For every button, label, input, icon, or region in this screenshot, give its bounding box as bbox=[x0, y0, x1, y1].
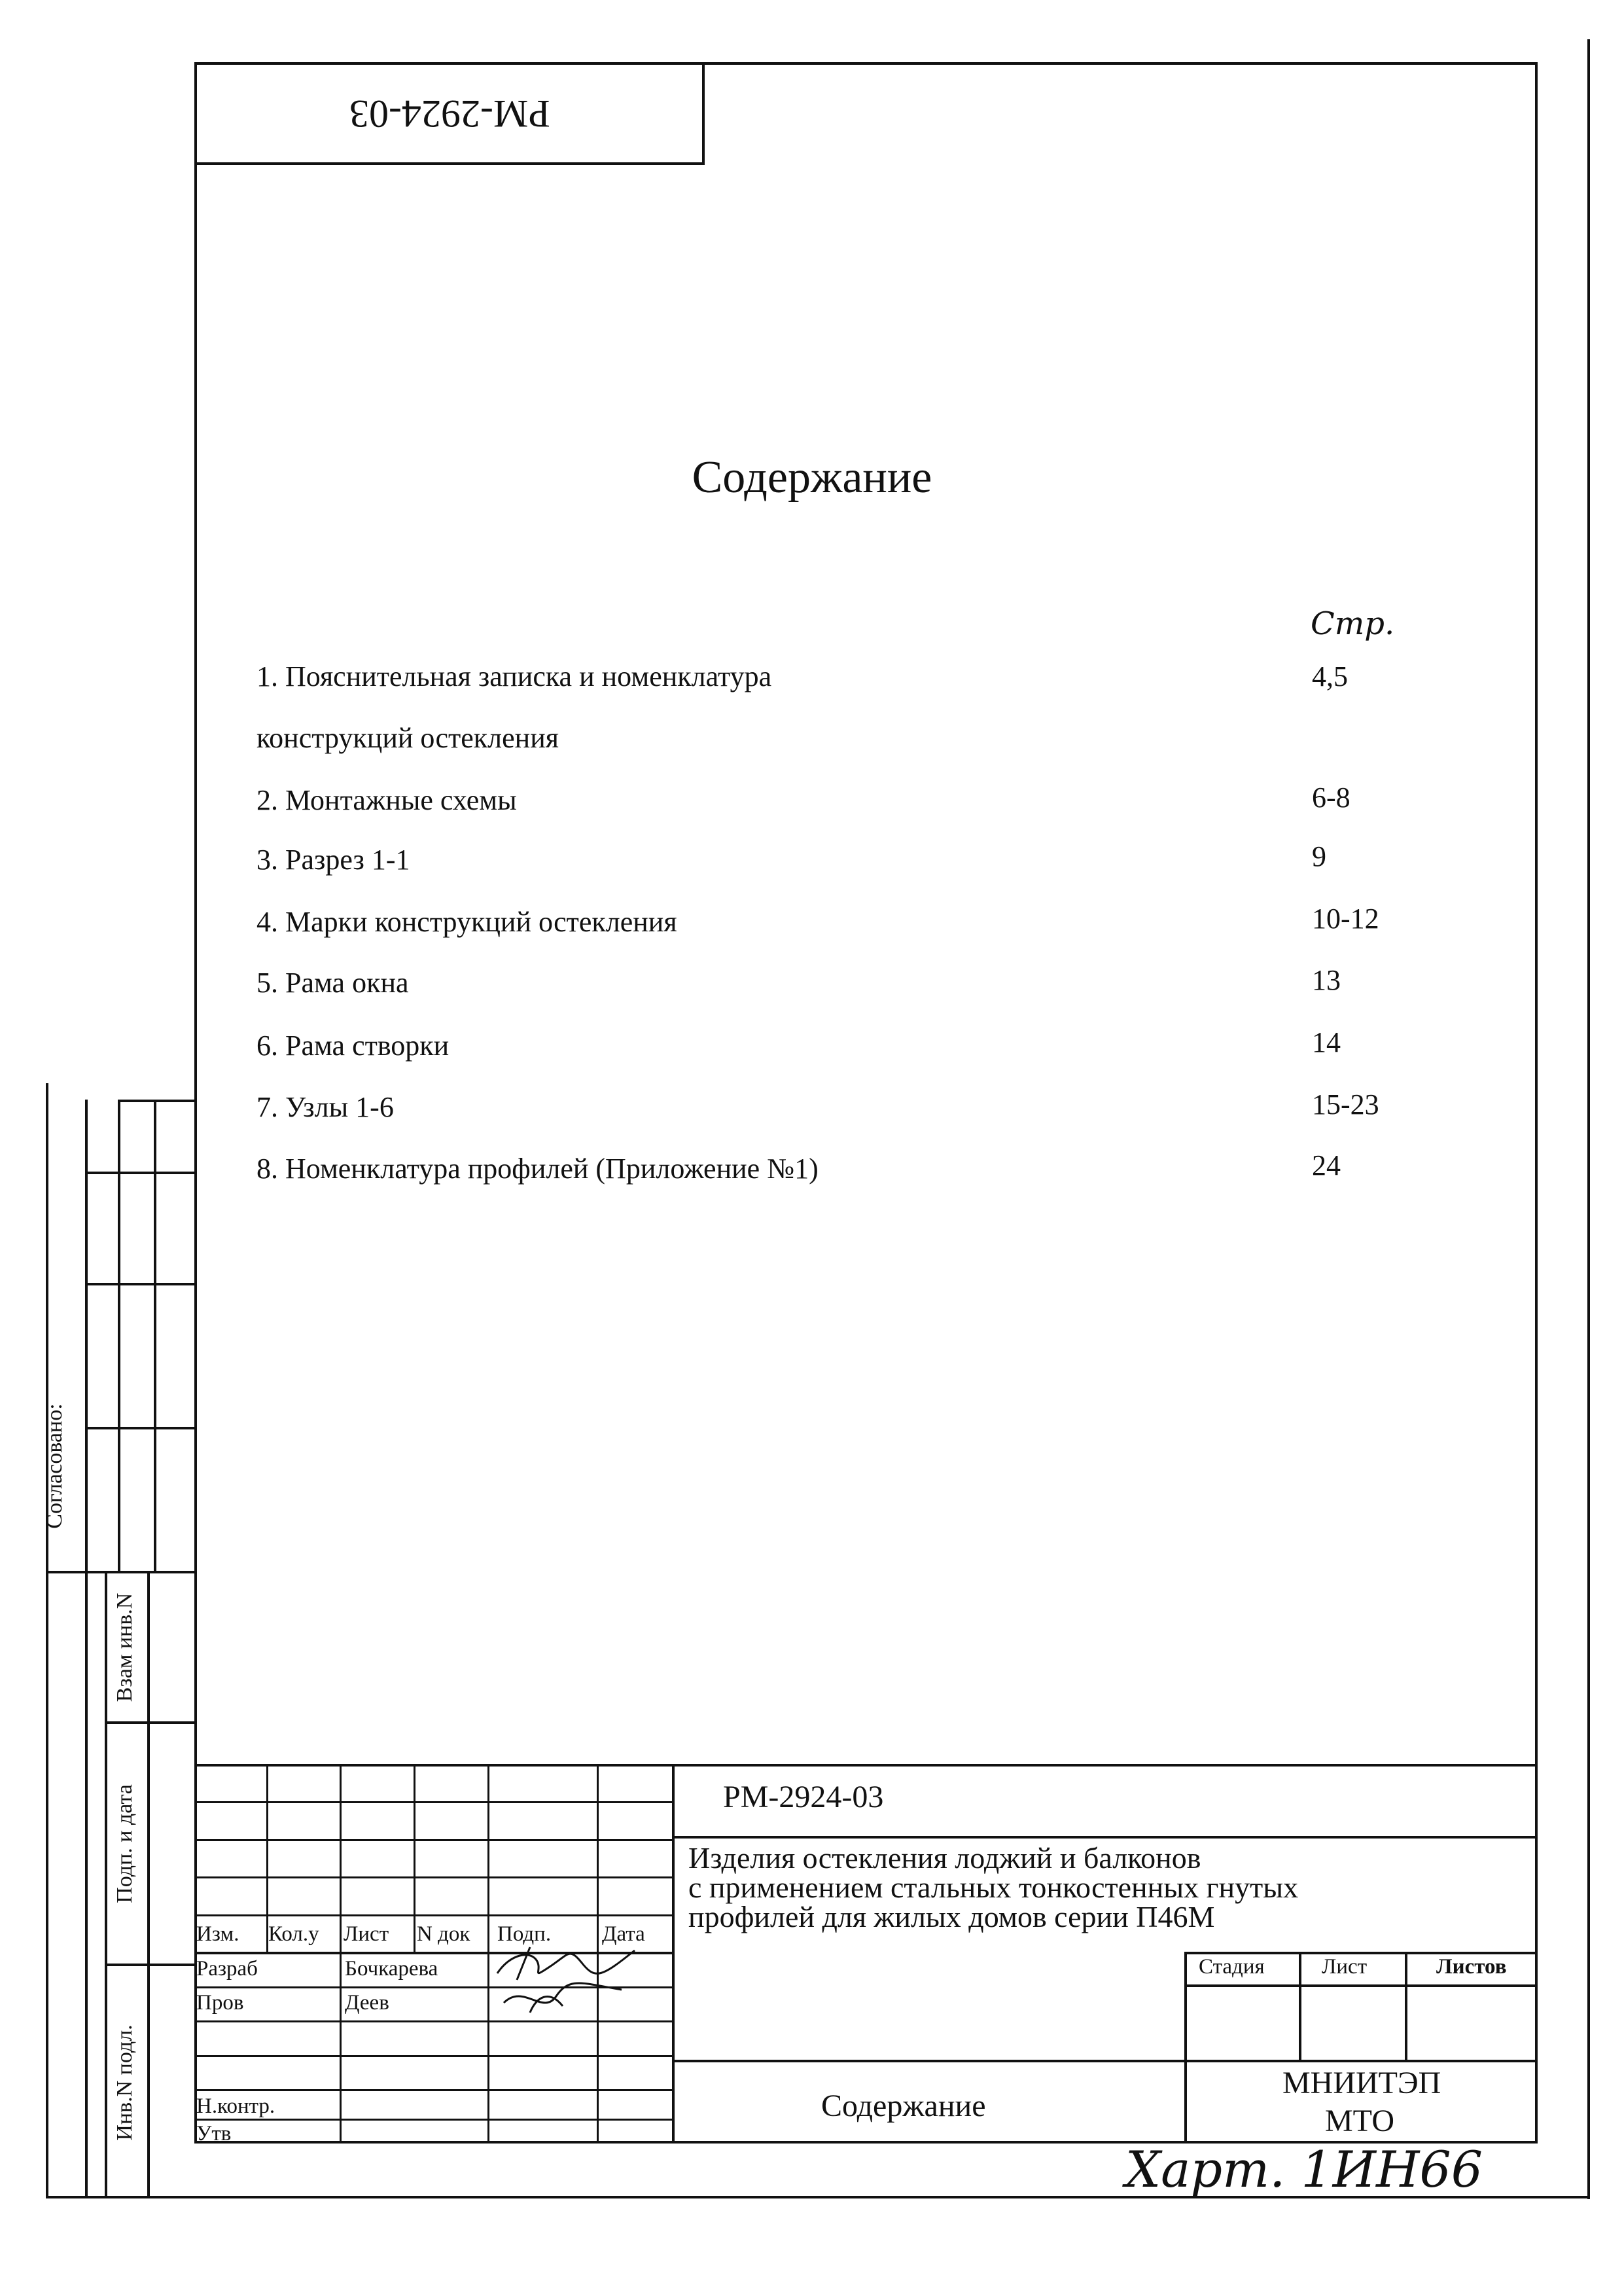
tb-header-kol: Кол.у bbox=[268, 1922, 319, 1946]
toc-item: конструкций остекления bbox=[256, 722, 559, 754]
toc-item: 6. Рама створки bbox=[256, 1030, 450, 1062]
tb-name-checker: Деев bbox=[345, 1991, 389, 2015]
side-label-sign-date: Подп. и дата bbox=[113, 1784, 137, 1903]
toc-page: 10-12 bbox=[1312, 903, 1379, 935]
side-label-swap-inv: Взам инв.N bbox=[113, 1592, 137, 1702]
tb-project-title-line-3: профилей для жилых домов серии П46М bbox=[688, 1900, 1215, 1933]
tb-header-izm: Изм. bbox=[196, 1922, 239, 1946]
top-stamp-code: РМ-2924-03 bbox=[349, 92, 550, 135]
handwritten-note: Харт. 1ИН66 bbox=[1125, 2140, 1483, 2198]
top-stamp bbox=[194, 62, 705, 165]
toc-page: 6-8 bbox=[1312, 781, 1350, 814]
tb-header-list: Лист bbox=[344, 1922, 389, 1946]
side-label-inv-orig: Инв.N подл. bbox=[113, 2024, 137, 2141]
toc-item: 3. Разрез 1-1 bbox=[256, 844, 410, 876]
toc-page: 15-23 bbox=[1312, 1088, 1379, 1121]
tb-role-approver: Утв bbox=[196, 2122, 232, 2145]
tb-header-date: Дата bbox=[602, 1922, 645, 1946]
toc-item: 4. Марки конструкций остекления bbox=[256, 906, 677, 938]
outer-right-line bbox=[1587, 39, 1590, 2199]
tb-role-normcontrol: Н.контр. bbox=[196, 2094, 275, 2118]
tb-org-line-2: МТО bbox=[1325, 2104, 1395, 2138]
tb-role-checker: Пров bbox=[196, 1991, 244, 2015]
tb-header-sign: Подп. bbox=[497, 1922, 552, 1946]
tb-doc-code: РМ-2924-03 bbox=[723, 1780, 884, 1814]
side-label-agreed: Согласовано: bbox=[43, 1403, 67, 1529]
tb-project-title-line-2: с применением стальных тонкостенных гнутых bbox=[688, 1871, 1299, 1904]
tb-name-developer: Бочкарева bbox=[345, 1957, 438, 1981]
toc-item: 5. Рама окна bbox=[256, 967, 409, 999]
toc-item: 7. Узлы 1-6 bbox=[256, 1091, 394, 1123]
signature-2 bbox=[497, 1977, 628, 2019]
tb-org-line-1: МНИИТЭП bbox=[1282, 2066, 1441, 2100]
tb-stage-label: Стадия bbox=[1199, 1955, 1265, 1979]
toc-page: 13 bbox=[1312, 964, 1341, 996]
tb-sheet-label: Лист bbox=[1322, 1955, 1368, 1979]
tb-role-developer: Разраб bbox=[196, 1957, 258, 1981]
tb-project-title-line-1: Изделия остекления лоджий и балконов bbox=[688, 1841, 1201, 1874]
outer-left-line bbox=[46, 1083, 48, 2198]
page-title: Содержание bbox=[692, 452, 932, 503]
page-column-label: Стр. bbox=[1311, 605, 1395, 642]
toc-item: 8. Номенклатура профилей (Приложение №1) bbox=[256, 1153, 819, 1185]
toc-page: 4,5 bbox=[1312, 660, 1348, 692]
toc-page: 14 bbox=[1312, 1026, 1341, 1058]
toc-item: 1. Пояснительная записка и номенклатура bbox=[256, 660, 772, 692]
toc-page: 9 bbox=[1312, 840, 1326, 872]
toc-page: 24 bbox=[1312, 1149, 1341, 1181]
toc-item: 2. Монтажные схемы bbox=[256, 784, 517, 816]
tb-sheets-label: Листов bbox=[1436, 1955, 1507, 1979]
tb-sheet-name: Содержание bbox=[821, 2089, 986, 2123]
tb-header-ndoc: N док bbox=[417, 1922, 470, 1946]
